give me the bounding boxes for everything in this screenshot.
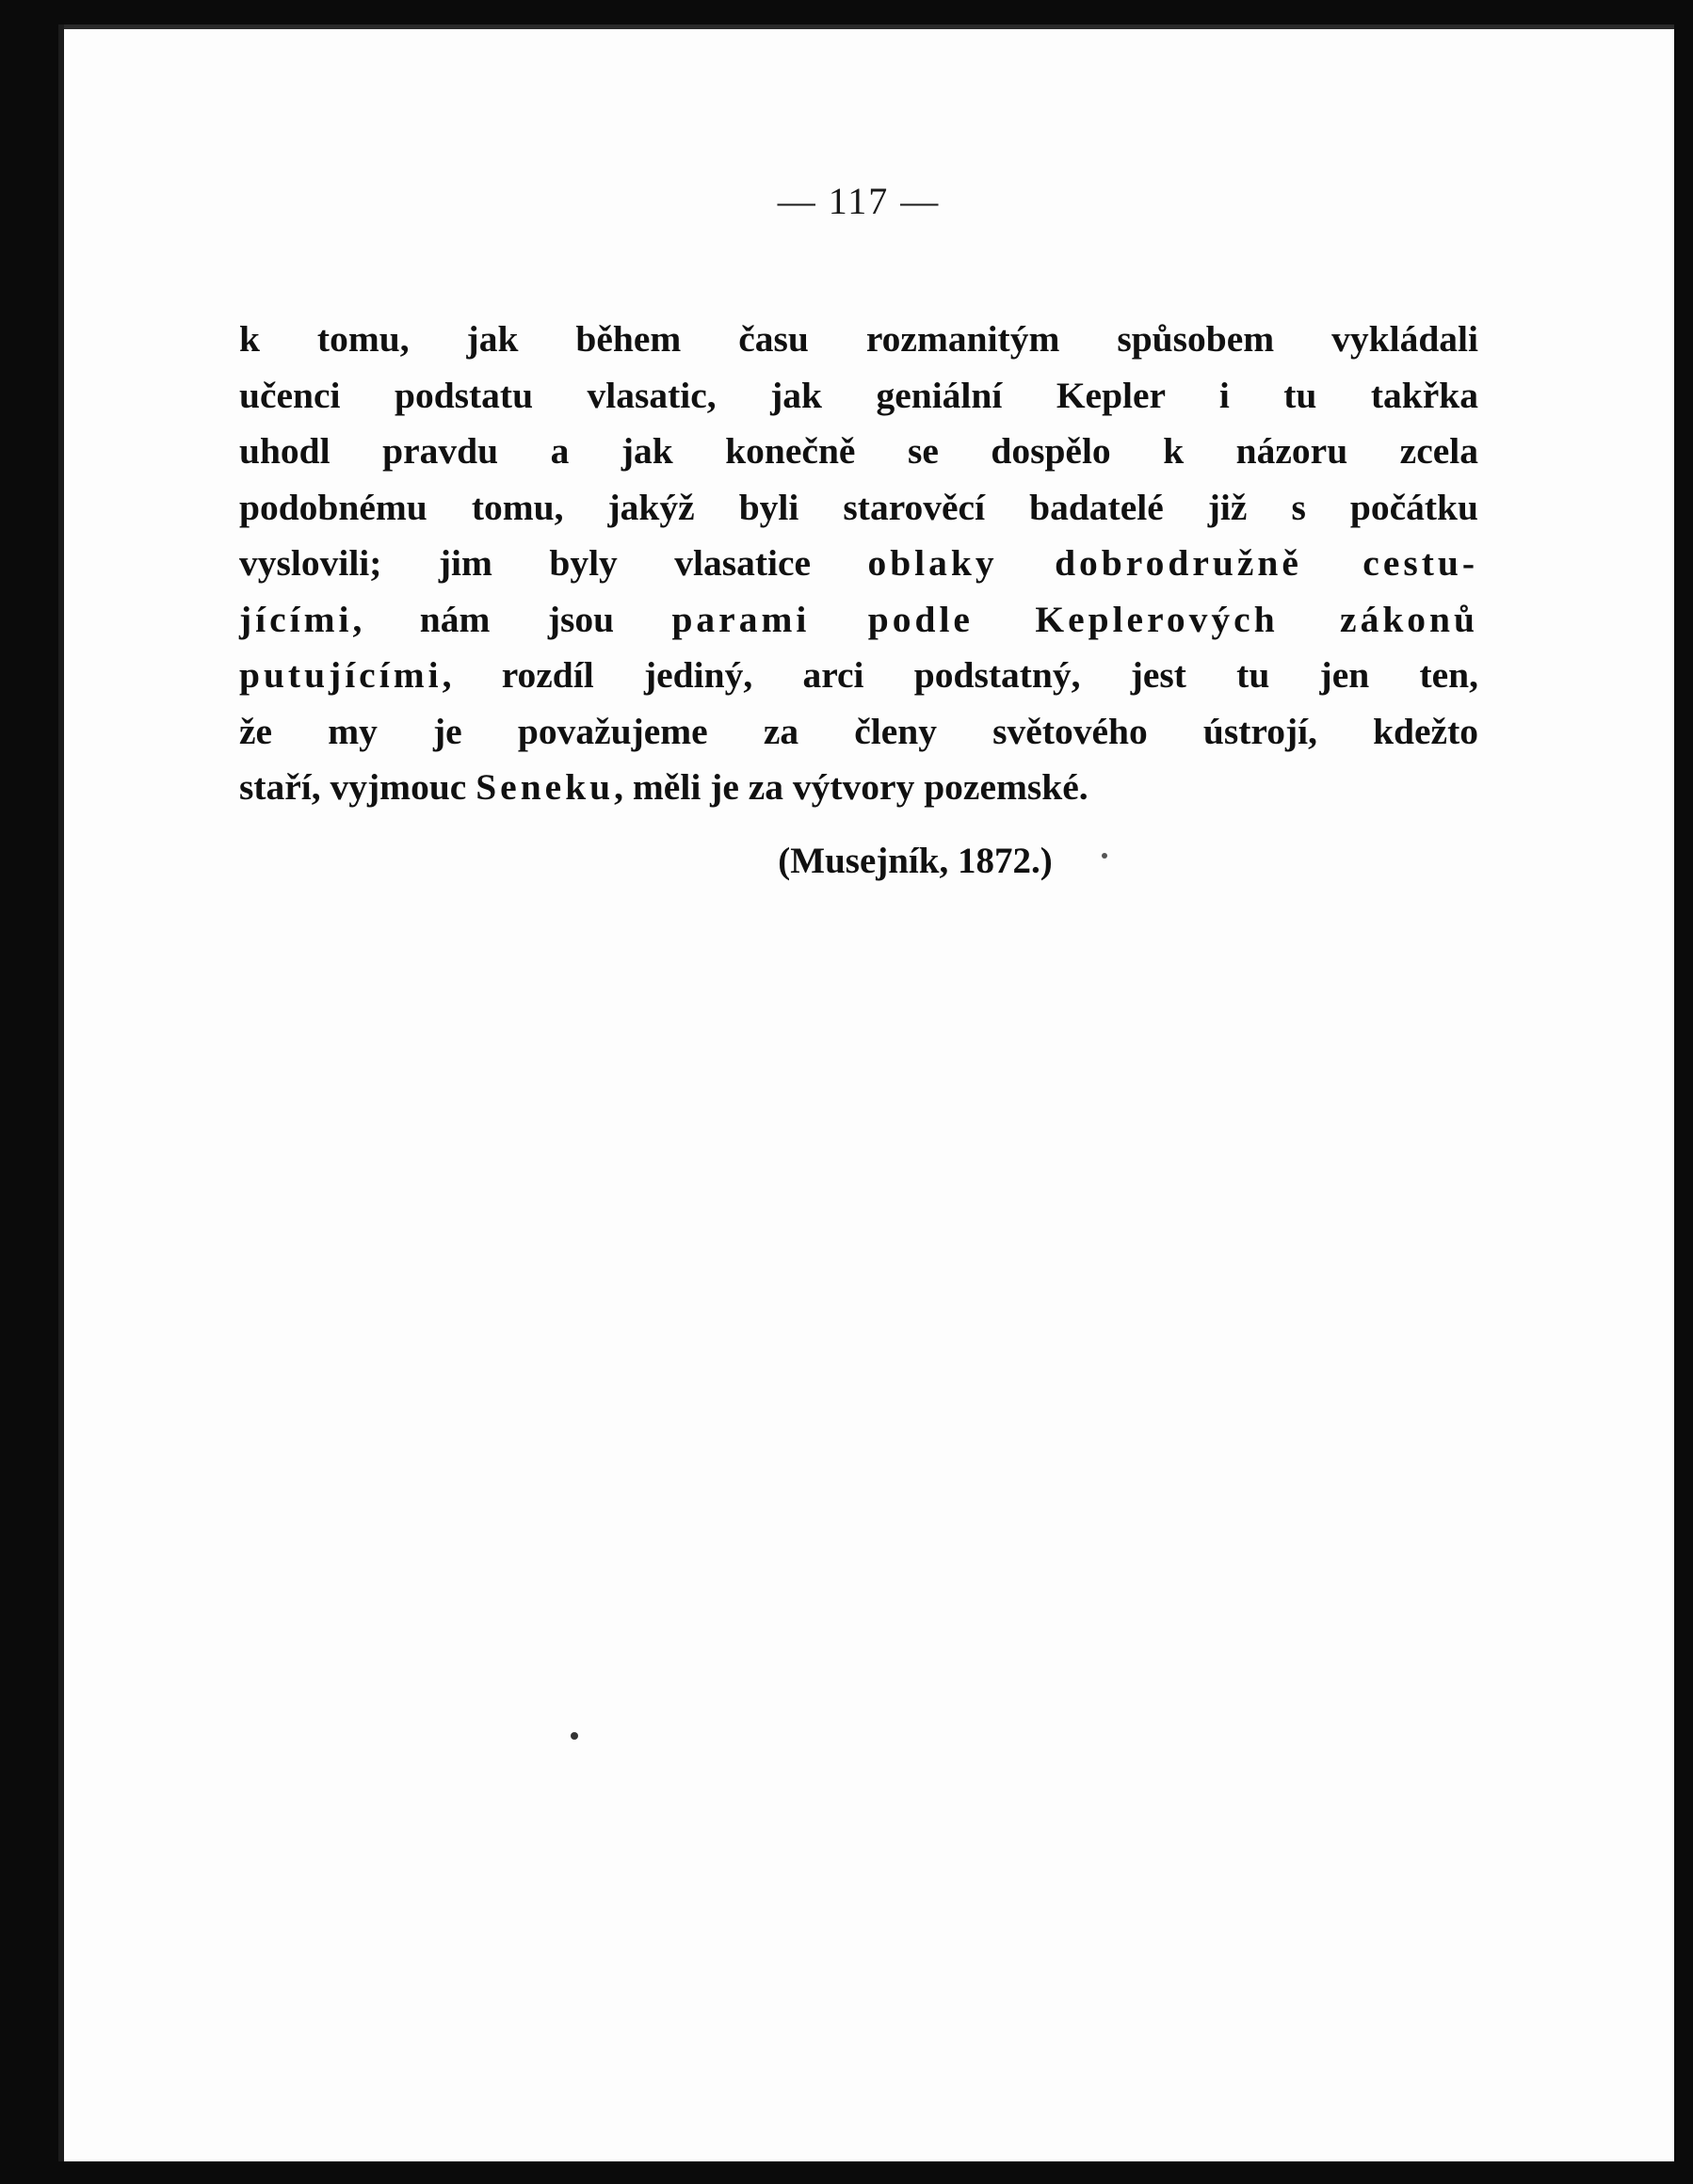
spaced-emphasis: parami bbox=[671, 598, 811, 640]
source-citation: (Musejník, 1872.) bbox=[778, 841, 1053, 881]
text-line: že my je považujeme za členy světového ústrojí, kdežto bbox=[239, 710, 1478, 752]
text-line-with-emphasis bbox=[239, 648, 1478, 704]
spaced-emphasis: dobrodružně cestu- bbox=[1055, 542, 1479, 584]
text-fragment: , měli je za výtvory pozemské. bbox=[614, 766, 1088, 808]
text-fragment: , nám jsou bbox=[352, 598, 672, 640]
spaced-emphasis: putujícími bbox=[239, 654, 443, 696]
spaced-emphasis: jícími bbox=[239, 598, 353, 640]
text-line-with-emphasis bbox=[239, 592, 1478, 649]
spaced-emphasis: oblaky bbox=[867, 542, 998, 584]
text-fragment: vyslovili; jim byly vlasatice bbox=[239, 542, 868, 584]
scan-speck bbox=[1102, 853, 1107, 859]
book-page bbox=[58, 24, 1674, 2161]
scan-speck bbox=[571, 1732, 578, 1740]
page-number: — 117 — bbox=[777, 180, 941, 222]
text-fragment: , rozdíl jediný, arci podstatný, jest tu jen ten, bbox=[442, 654, 1478, 696]
body-paragraph bbox=[239, 312, 1478, 816]
spaced-emphasis: podle Keplerových zákonů bbox=[867, 598, 1478, 640]
text-line-with-emphasis bbox=[239, 536, 1478, 592]
text-line: učenci podstatu vlasatic, jak geniální Kepler i tu takřka bbox=[239, 374, 1478, 416]
spaced-emphasis: Seneku bbox=[476, 766, 615, 808]
text-line: k tomu, jak během času rozmanitým spůsobem vykládali bbox=[239, 318, 1478, 360]
text-line: uhodl pravdu a jak konečně se dospělo k názoru zcela bbox=[239, 430, 1478, 472]
text-fragment: staří, vyjmouc bbox=[239, 766, 476, 808]
text-line: podobnému tomu, jakýž byli starověcí badatelé již s počátku bbox=[239, 486, 1478, 528]
text-line-with-emphasis bbox=[239, 760, 1478, 816]
